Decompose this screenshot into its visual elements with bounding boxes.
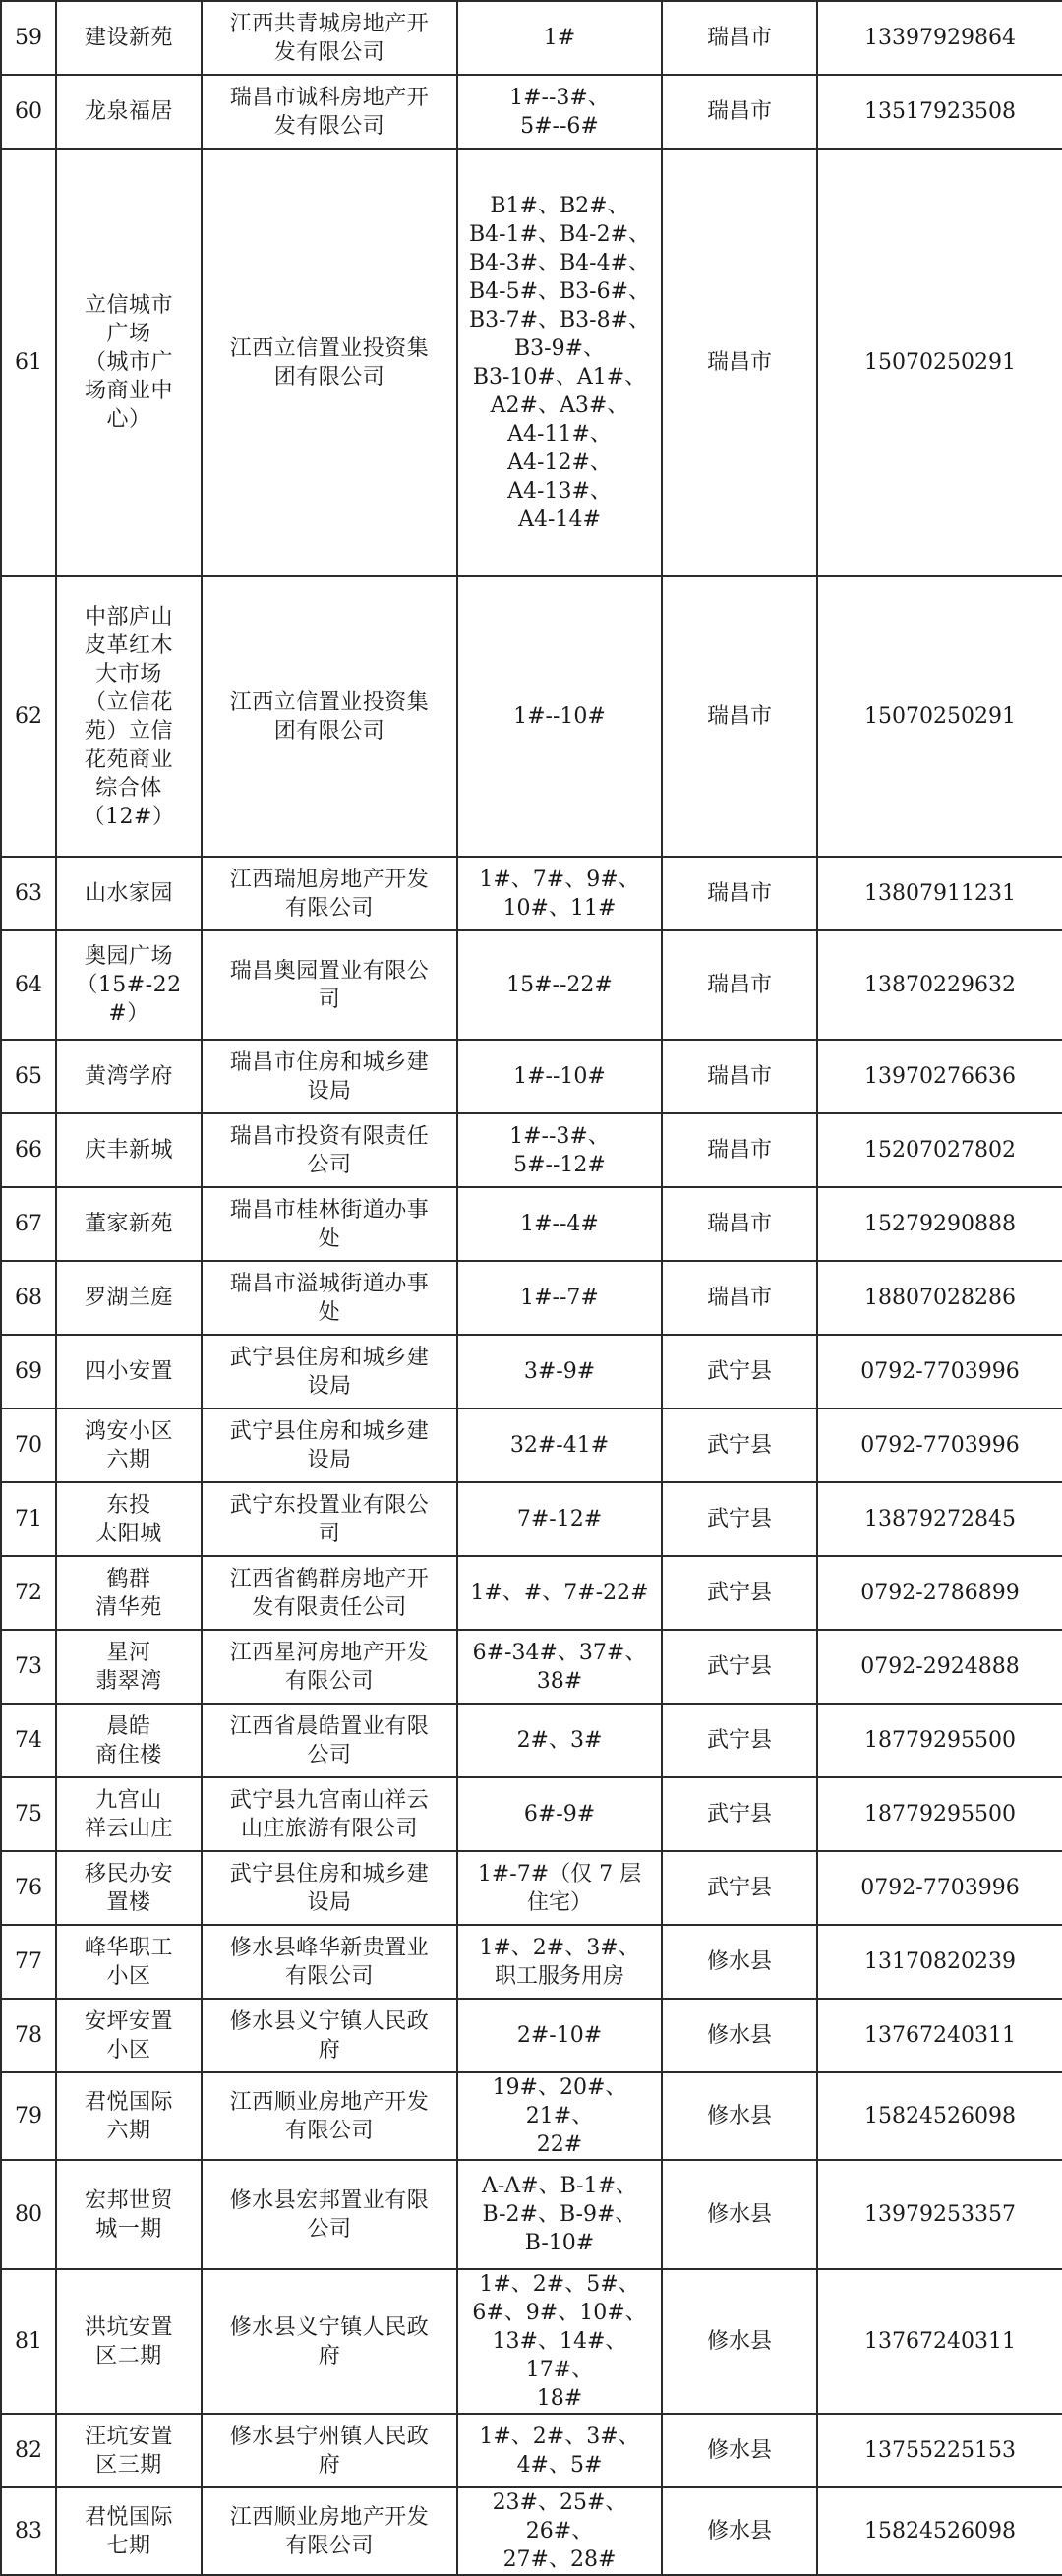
- cell-developer: 瑞昌市诚科房地产开 发有限公司: [202, 75, 457, 149]
- cell-county-city: 武宁县: [662, 1851, 817, 1925]
- table-row: [1, 1, 1062, 75]
- cell-project-name: 鸿安小区 六期: [56, 1408, 202, 1482]
- cell-project-name: 罗湖兰庭: [56, 1261, 202, 1335]
- cell-county-city: 瑞昌市: [662, 1113, 817, 1187]
- cell-project-name: 宏邦世贸 城一期: [56, 2160, 202, 2269]
- cell-building-numbers: 1#、2#、3#、 4#、5#: [457, 2414, 662, 2487]
- cell-building-numbers: B1#、B2#、 B4-1#、B4-2#、 B4-3#、B4-4#、 B4-5#、B3-6#、 B3-7#、B3-8#、 B3-9#、 B3-10#、A1#、 A2#、A3#、 A4-11#、 A4-12#、 A4-13#、 A4-14#: [457, 149, 662, 576]
- cell-project-name: 晨皓 商住楼: [56, 1704, 202, 1777]
- cell-developer: 江西顺业房地产开发 有限公司: [202, 2072, 457, 2160]
- cell-serial-number: 83: [1, 2487, 56, 2575]
- cell-project-name: 汪坑安置 区三期: [56, 2414, 202, 2487]
- cell-project-name: 峰华职工 小区: [56, 1925, 202, 1999]
- cell-contact-phone: 15070250291: [817, 576, 1062, 857]
- table-row: [1, 2072, 1062, 2160]
- cell-building-numbers: 1#--4#: [457, 1187, 662, 1261]
- cell-serial-number: 63: [1, 857, 56, 930]
- cell-county-city: 武宁县: [662, 1335, 817, 1408]
- table-row: [1, 1556, 1062, 1630]
- cell-developer: 江西瑞旭房地产开发 有限公司: [202, 857, 457, 930]
- cell-contact-phone: 0792-7703996: [817, 1335, 1062, 1408]
- cell-project-name: 星河 翡翠湾: [56, 1630, 202, 1704]
- cell-developer: 瑞昌市桂林街道办事 处: [202, 1187, 457, 1261]
- cell-building-numbers: 3#-9#: [457, 1335, 662, 1408]
- cell-contact-phone: 18779295500: [817, 1777, 1062, 1851]
- cell-contact-phone: 13170820239: [817, 1925, 1062, 1999]
- cell-contact-phone: 0792-7703996: [817, 1408, 1062, 1482]
- cell-serial-number: 69: [1, 1335, 56, 1408]
- cell-county-city: 修水县: [662, 2072, 817, 2160]
- cell-serial-number: 65: [1, 1040, 56, 1113]
- cell-serial-number: 82: [1, 2414, 56, 2487]
- cell-building-numbers: 1#、#、7#-22#: [457, 1556, 662, 1630]
- table-row: [1, 1851, 1062, 1925]
- cell-contact-phone: 15824526098: [817, 2072, 1062, 2160]
- table-row: [1, 2269, 1062, 2414]
- cell-building-numbers: 1#、2#、3#、 职工服务用房: [457, 1925, 662, 1999]
- cell-serial-number: 75: [1, 1777, 56, 1851]
- cell-county-city: 瑞昌市: [662, 1261, 817, 1335]
- cell-contact-phone: 13870229632: [817, 930, 1062, 1040]
- cell-county-city: 武宁县: [662, 1482, 817, 1556]
- table-row: [1, 1999, 1062, 2072]
- cell-developer: 武宁县住房和城乡建 设局: [202, 1408, 457, 1482]
- table-row: [1, 1777, 1062, 1851]
- cell-county-city: 瑞昌市: [662, 1040, 817, 1113]
- cell-serial-number: 72: [1, 1556, 56, 1630]
- cell-developer: 瑞昌市投资有限责任 公司: [202, 1113, 457, 1187]
- cell-developer: 江西共青城房地产开 发有限公司: [202, 1, 457, 75]
- cell-contact-phone: 13879272845: [817, 1482, 1062, 1556]
- cell-developer: 武宁东投置业有限公 司: [202, 1482, 457, 1556]
- cell-contact-phone: 0792-2924888: [817, 1630, 1062, 1704]
- table-row: [1, 1482, 1062, 1556]
- table-row: [1, 1408, 1062, 1482]
- cell-serial-number: 62: [1, 576, 56, 857]
- cell-project-name: 东投 太阳城: [56, 1482, 202, 1556]
- cell-serial-number: 64: [1, 930, 56, 1040]
- cell-county-city: 瑞昌市: [662, 149, 817, 576]
- table-row: [1, 857, 1062, 930]
- cell-developer: 武宁县九宫南山祥云 山庄旅游有限公司: [202, 1777, 457, 1851]
- cell-contact-phone: 13397929864: [817, 1, 1062, 75]
- cell-contact-phone: 18807028286: [817, 1261, 1062, 1335]
- cell-serial-number: 73: [1, 1630, 56, 1704]
- cell-developer: 修水县义宁镇人民政 府: [202, 1999, 457, 2072]
- cell-contact-phone: 13767240311: [817, 2269, 1062, 2414]
- cell-project-name: 四小安置: [56, 1335, 202, 1408]
- cell-project-name: 君悦国际 七期: [56, 2487, 202, 2575]
- cell-building-numbers: 15#--22#: [457, 930, 662, 1040]
- cell-contact-phone: 0792-7703996: [817, 1851, 1062, 1925]
- cell-developer: 江西星河房地产开发 有限公司: [202, 1630, 457, 1704]
- cell-project-name: 黄湾学府: [56, 1040, 202, 1113]
- cell-serial-number: 68: [1, 1261, 56, 1335]
- cell-building-numbers: 6#-9#: [457, 1777, 662, 1851]
- cell-developer: 江西顺业房地产开发 有限公司: [202, 2487, 457, 2575]
- cell-project-name: 洪坑安置 区二期: [56, 2269, 202, 2414]
- cell-county-city: 修水县: [662, 2414, 817, 2487]
- cell-county-city: 修水县: [662, 1999, 817, 2072]
- cell-county-city: 修水县: [662, 2487, 817, 2575]
- table-row: [1, 1187, 1062, 1261]
- cell-developer: 修水县义宁镇人民政 府: [202, 2269, 457, 2414]
- cell-developer: 江西立信置业投资集 团有限公司: [202, 149, 457, 576]
- cell-contact-phone: 13979253357: [817, 2160, 1062, 2269]
- cell-developer: 瑞昌市溢城街道办事 处: [202, 1261, 457, 1335]
- cell-building-numbers: 1#--10#: [457, 1040, 662, 1113]
- cell-developer: 修水县宏邦置业有限 公司: [202, 2160, 457, 2269]
- cell-project-name: 君悦国际 六期: [56, 2072, 202, 2160]
- cell-developer: 修水县峰华新贵置业 有限公司: [202, 1925, 457, 1999]
- cell-project-name: 立信城市 广场 （城市广 场商业中 心）: [56, 149, 202, 576]
- cell-contact-phone: 13517923508: [817, 75, 1062, 149]
- cell-building-numbers: 1#、7#、9#、 10#、11#: [457, 857, 662, 930]
- table-body: [1, 1, 1062, 2575]
- cell-county-city: 武宁县: [662, 1777, 817, 1851]
- cell-serial-number: 66: [1, 1113, 56, 1187]
- table-row: [1, 1335, 1062, 1408]
- cell-county-city: 武宁县: [662, 1704, 817, 1777]
- table-row: [1, 1630, 1062, 1704]
- cell-project-name: 建设新苑: [56, 1, 202, 75]
- cell-developer: 武宁县住房和城乡建 设局: [202, 1851, 457, 1925]
- cell-serial-number: 61: [1, 149, 56, 576]
- cell-building-numbers: 1#-7#（仅 7 层 住宅）: [457, 1851, 662, 1925]
- cell-serial-number: 67: [1, 1187, 56, 1261]
- table-row: [1, 1925, 1062, 1999]
- cell-project-name: 奥园广场 （15#-22 #）: [56, 930, 202, 1040]
- cell-project-name: 安坪安置 小区: [56, 1999, 202, 2072]
- cell-building-numbers: 1#、2#、5#、 6#、9#、10#、 13#、14#、17#、 18#: [457, 2269, 662, 2414]
- cell-building-numbers: 1#: [457, 1, 662, 75]
- cell-serial-number: 60: [1, 75, 56, 149]
- cell-contact-phone: 13970276636: [817, 1040, 1062, 1113]
- cell-serial-number: 74: [1, 1704, 56, 1777]
- cell-project-name: 九宫山 祥云山庄: [56, 1777, 202, 1851]
- cell-developer: 修水县宁州镇人民政 府: [202, 2414, 457, 2487]
- table-row: [1, 2414, 1062, 2487]
- cell-county-city: 瑞昌市: [662, 857, 817, 930]
- cell-building-numbers: 7#-12#: [457, 1482, 662, 1556]
- cell-contact-phone: 13807911231: [817, 857, 1062, 930]
- table-row: [1, 576, 1062, 857]
- cell-project-name: 山水家园: [56, 857, 202, 930]
- cell-project-name: 鹤群 清华苑: [56, 1556, 202, 1630]
- cell-developer: 瑞昌奥园置业有限公 司: [202, 930, 457, 1040]
- table-row: [1, 1704, 1062, 1777]
- cell-serial-number: 79: [1, 2072, 56, 2160]
- cell-county-city: 武宁县: [662, 1556, 817, 1630]
- cell-contact-phone: 15207027802: [817, 1113, 1062, 1187]
- cell-contact-phone: 15824526098: [817, 2487, 1062, 2575]
- cell-building-numbers: A-A#、B-1#、 B-2#、B-9#、 B-10#: [457, 2160, 662, 2269]
- cell-project-name: 中部庐山 皮革红木 大市场 （立信花 苑）立信 花苑商业 综合体 （12#）: [56, 576, 202, 857]
- cell-contact-phone: 15070250291: [817, 149, 1062, 576]
- cell-county-city: 瑞昌市: [662, 930, 817, 1040]
- cell-county-city: 瑞昌市: [662, 1, 817, 75]
- cell-county-city: 武宁县: [662, 1408, 817, 1482]
- cell-contact-phone: 15279290888: [817, 1187, 1062, 1261]
- cell-building-numbers: 2#-10#: [457, 1999, 662, 2072]
- cell-serial-number: 77: [1, 1925, 56, 1999]
- table-row: [1, 2160, 1062, 2269]
- cell-serial-number: 81: [1, 2269, 56, 2414]
- cell-project-name: 董家新苑: [56, 1187, 202, 1261]
- cell-contact-phone: 18779295500: [817, 1704, 1062, 1777]
- cell-county-city: 武宁县: [662, 1630, 817, 1704]
- table-row: [1, 1040, 1062, 1113]
- cell-developer: 江西省鹤群房地产开 发有限责任公司: [202, 1556, 457, 1630]
- cell-building-numbers: 1#--7#: [457, 1261, 662, 1335]
- cell-serial-number: 80: [1, 2160, 56, 2269]
- cell-county-city: 瑞昌市: [662, 75, 817, 149]
- cell-county-city: 瑞昌市: [662, 576, 817, 857]
- cell-county-city: 修水县: [662, 2160, 817, 2269]
- cell-serial-number: 59: [1, 1, 56, 75]
- table-row: [1, 75, 1062, 149]
- cell-serial-number: 71: [1, 1482, 56, 1556]
- cell-building-numbers: 6#-34#、37#、 38#: [457, 1630, 662, 1704]
- cell-building-numbers: 32#-41#: [457, 1408, 662, 1482]
- cell-contact-phone: 13755225153: [817, 2414, 1062, 2487]
- table-row: [1, 2487, 1062, 2575]
- table-row: [1, 930, 1062, 1040]
- cell-serial-number: 76: [1, 1851, 56, 1925]
- cell-project-name: 龙泉福居: [56, 75, 202, 149]
- cell-developer: 江西省晨皓置业有限 公司: [202, 1704, 457, 1777]
- table-row: [1, 149, 1062, 576]
- cell-county-city: 修水县: [662, 2269, 817, 2414]
- cell-building-numbers: 19#、20#、21#、 22#: [457, 2072, 662, 2160]
- cell-serial-number: 70: [1, 1408, 56, 1482]
- cell-serial-number: 78: [1, 1999, 56, 2072]
- cell-contact-phone: 0792-2786899: [817, 1556, 1062, 1630]
- cell-building-numbers: 2#、3#: [457, 1704, 662, 1777]
- table-row: [1, 1261, 1062, 1335]
- cell-county-city: 修水县: [662, 1925, 817, 1999]
- cell-contact-phone: 13767240311: [817, 1999, 1062, 2072]
- cell-building-numbers: 23#、25#、26#、 27#、28#: [457, 2487, 662, 2575]
- cell-developer: 武宁县住房和城乡建 设局: [202, 1335, 457, 1408]
- cell-building-numbers: 1#--3#、 5#--6#: [457, 75, 662, 149]
- cell-building-numbers: 1#--10#: [457, 576, 662, 857]
- cell-developer: 瑞昌市住房和城乡建 设局: [202, 1040, 457, 1113]
- cell-developer: 江西立信置业投资集 团有限公司: [202, 576, 457, 857]
- cell-project-name: 庆丰新城: [56, 1113, 202, 1187]
- cell-building-numbers: 1#--3#、 5#--12#: [457, 1113, 662, 1187]
- cell-county-city: 瑞昌市: [662, 1187, 817, 1261]
- cell-project-name: 移民办安 置楼: [56, 1851, 202, 1925]
- table-row: [1, 1113, 1062, 1187]
